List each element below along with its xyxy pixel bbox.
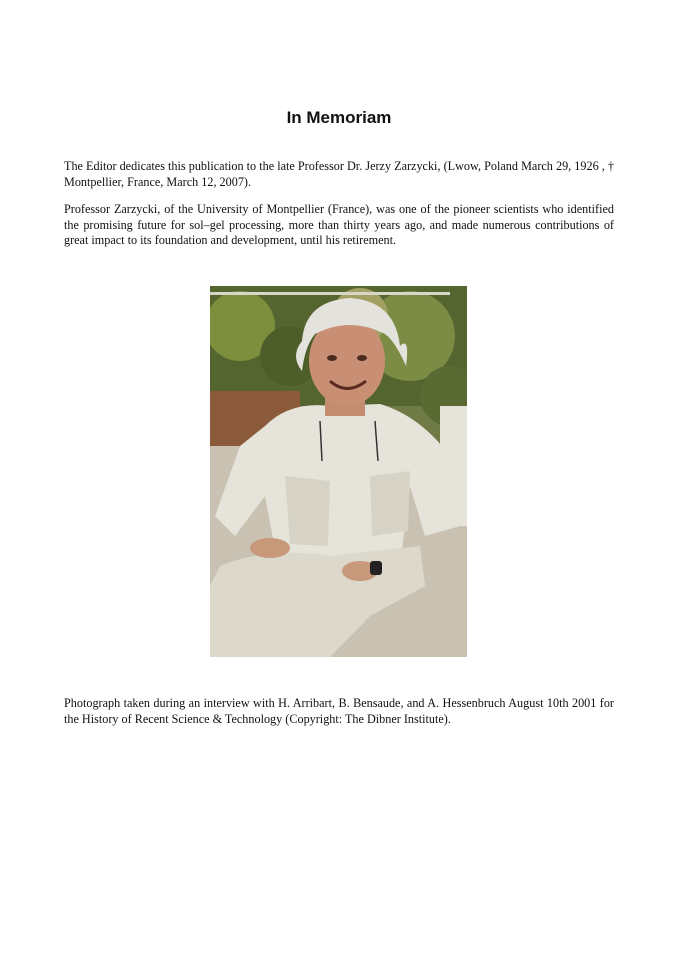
- page-title: In Memoriam: [286, 108, 392, 127]
- portrait-photo: [210, 286, 467, 657]
- biography-paragraph: Professor Zarzycki, of the University of Montpellier (France), was one of the pioneer scientists who identified the promising future for sol–gel processing, more than thirty years ago, and made numerous contributions of great impact to its foundation and development, until his retirement.: [64, 202, 614, 247]
- portrait-illustration: [210, 286, 467, 657]
- photo-caption: Photograph taken during an interview with H. Arribart, B. Bensaude, and A. Hessenbruch August 10th 2001 for the History of Recent Science & Technology (Copyright: The Dibner Institute).: [64, 696, 614, 726]
- dedication-paragraph: The Editor dedicates this publication to the late Professor Dr. Jerzy Zarzycki, (Lwow, Poland March 29, 1926 , † Montpellier, France, March 12, 2007).: [64, 159, 614, 189]
